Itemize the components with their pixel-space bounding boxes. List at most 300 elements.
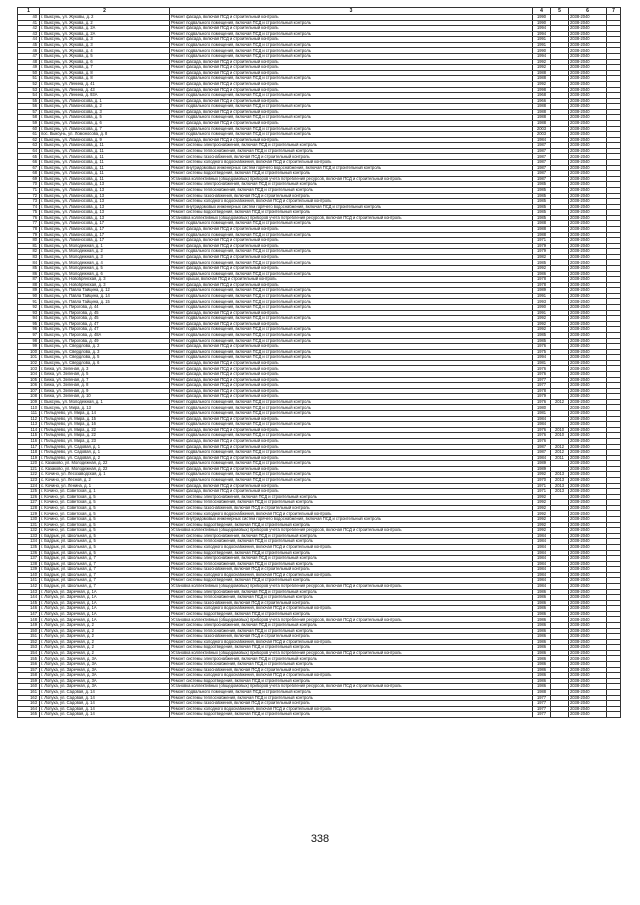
address-cell: г. Бежа, ул. Зеленая, д. 3	[40, 366, 170, 372]
planned-period-cell: 2038-2040	[569, 321, 607, 327]
table-body	[18, 15, 621, 718]
address-cell: с. Казаково, ул. Молодежная, д. 22	[40, 461, 170, 467]
work-type-cell: Ремонт подвального помещения, включая ПСД и строительный контроль	[170, 461, 533, 467]
row-number-cell: 107	[18, 388, 40, 394]
planned-period-cell: 2038-2040	[569, 305, 607, 311]
row-number-cell: 147	[18, 611, 40, 617]
planned-period-cell: 2038-2040	[569, 93, 607, 99]
work-type-cell: Ремонт фасада, включая ПСД и строительный контроль	[170, 98, 533, 104]
work-type-cell: Ремонт подвального помещения, включая ПСД и строительный контроль	[170, 54, 533, 60]
row-number-cell: 141	[18, 578, 40, 584]
row-number-cell: 139	[18, 567, 40, 573]
work-type-cell: Ремонт подвального помещения, включая ПСД и строительный контроль	[170, 126, 533, 132]
planned-period-cell: 2038-2040	[569, 204, 607, 210]
row-number-cell: 96	[18, 327, 40, 333]
address-cell: г. Бежа, ул. Зеленая, д. 9	[40, 388, 170, 394]
planned-period-cell: 2038-2040	[569, 444, 607, 450]
build-year-cell: 1971	[533, 489, 551, 495]
row-number-cell: 116	[18, 438, 40, 444]
work-type-cell: Ремонт системы электроснабжения, включая ПСД и строительный контроль	[170, 556, 533, 562]
build-year-cell: 1986	[533, 611, 551, 617]
work-type-cell: Ремонт системы холодного водоснабжения, включая ПСД и строительный контроль	[170, 199, 533, 205]
planned-period-cell: 2038-2040	[569, 477, 607, 483]
address-cell: с. Кочино, ул. Ленина, д. 1	[40, 483, 170, 489]
build-year-cell: 1978	[533, 388, 551, 394]
address-cell: г. Лопуха, ул. Заречная, д. 2	[40, 645, 170, 651]
work-type-cell: Ремонт подвального помещения, включая ПСД и строительный контроль	[170, 327, 533, 333]
build-year-cell: 1977	[533, 701, 551, 707]
work-type-cell: Ремонт системы газоснабжения, включая ПСД и строительный контроль	[170, 701, 533, 707]
row-number-cell: 48	[18, 59, 40, 65]
row-number-cell: 129	[18, 511, 40, 517]
work-type-cell: Ремонт системы водоотведения, включая ПСД и строительный контроль	[170, 210, 533, 216]
work-type-cell: Ремонт системы водоотведения, включая ПСД и строительный контроль	[170, 678, 533, 684]
row-number-cell: 108	[18, 394, 40, 400]
build-year-cell: 1978	[533, 277, 551, 283]
build-year-cell: 1992	[533, 517, 551, 523]
planned-period-cell: 2038-2040	[569, 595, 607, 601]
address-cell: г. Выксунь, ул. Свердлова, д. 2	[40, 344, 170, 350]
row-number-cell: 159	[18, 678, 40, 684]
build-year-cell: 1992	[533, 472, 551, 478]
work-type-cell: Ремонт системы водоотведения, включая ПСД и строительный контроль	[170, 522, 533, 528]
address-cell: г. Выксунь, ул. Молодежная, д. 1	[40, 399, 170, 405]
work-type-cell: Ремонт системы газоснабжения, включая ПСД и строительный контроль	[170, 600, 533, 606]
row-number-cell: 99	[18, 344, 40, 350]
planned-period-cell: 2038-2040	[569, 271, 607, 277]
row-number-cell: 49	[18, 65, 40, 71]
address-cell: г. Кочино, ул. Советская, д. 1	[40, 489, 170, 495]
work-type-cell: Ремонт фасада, включая ПСД и строительный контроль	[170, 15, 533, 21]
work-type-cell: Ремонт фасада, включая ПСД и строительный контроль	[170, 489, 533, 495]
work-type-cell: Ремонт фасада, включая ПСД и строительный контроль	[170, 344, 533, 350]
row-number-cell: 97	[18, 332, 40, 338]
build-year-cell: 1987	[533, 171, 551, 177]
build-year-cell: 1984	[533, 572, 551, 578]
address-cell: г. Лопуха, ул. Заречная, д. 3А	[40, 667, 170, 673]
build-year-cell: 1977	[533, 377, 551, 383]
build-year-cell: 1986	[533, 650, 551, 656]
build-year-cell: 1986	[533, 656, 551, 662]
planned-period-cell: 2038-2040	[569, 293, 607, 299]
address-cell: г. Пильдяево, ул. Мира, д. 23	[40, 438, 170, 444]
planned-period-cell: 2038-2040	[569, 684, 607, 690]
build-year-cell: 1985	[533, 332, 551, 338]
row-number-cell: 151	[18, 634, 40, 640]
planned-period-cell: 2038-2040	[569, 628, 607, 634]
work-type-cell: Установка коллективных (общедомовых) приборов учета потребления ресурсов, включая ПСД и строительный контроль	[170, 583, 533, 589]
address-cell: г. Кочино, ул. Советская, д. 5	[40, 494, 170, 500]
row-number-cell: 85	[18, 266, 40, 272]
build-year-cell: 1984	[533, 567, 551, 573]
address-cell: г. Выксунь, ул. Пирогова, д. 47	[40, 327, 170, 333]
planned-period-cell: 2038-2040	[569, 37, 607, 43]
work-type-cell: Ремонт фасада, включая ПСД и строительный контроль	[170, 120, 533, 126]
work-type-cell: Ремонт внутридомовых инженерных систем горячего водоснабжения, включая ПСД и строительный контроль	[170, 204, 533, 210]
planned-period-cell: 2038-2040	[569, 332, 607, 338]
address-cell: г. Выксунь, ул. Жукова, д. 7	[40, 65, 170, 71]
planned-period-cell: 2038-2040	[569, 689, 607, 695]
row-number-cell: 98	[18, 338, 40, 344]
column-header: 1	[18, 8, 40, 15]
build-year-cell: 1985	[533, 338, 551, 344]
row-number-cell: 136	[18, 550, 40, 556]
address-cell: г. Выксунь, ул. Жукова, д. 2А	[40, 26, 170, 32]
build-year-cell: 1979	[533, 243, 551, 249]
address-cell: г. Кочино, ул. Советская, д. 5	[40, 517, 170, 523]
planned-period-cell: 2038-2040	[569, 42, 607, 48]
build-year-cell: 1985	[533, 204, 551, 210]
address-cell: г. Кочино, ул. Советская, д. 5	[40, 511, 170, 517]
work-type-cell: Ремонт подвального помещения, включая ПСД и строительный контроль	[170, 132, 533, 138]
planned-period-cell: 2038-2040	[569, 98, 607, 104]
work-type-cell: Ремонт фасада, включая ПСД и строительный контроль	[170, 483, 533, 489]
work-type-cell: Ремонт подвального помещения, включая ПСД и строительный контроль	[170, 349, 533, 355]
row-number-cell: 90	[18, 293, 40, 299]
work-type-cell: Ремонт фасада, включая ПСД и строительный контроль	[170, 416, 533, 422]
address-cell: с. Кочино, ул. Лесной, д. 2	[40, 477, 170, 483]
address-cell: г. Выксунь, ул. Жукова, д. 3	[40, 37, 170, 43]
planned-period-cell: 2038-2040	[569, 650, 607, 656]
address-cell: г. Выксунь, ул. Ломоносова, д. 13	[40, 204, 170, 210]
row-number-cell: 120	[18, 461, 40, 467]
build-year-cell: 1992	[533, 321, 551, 327]
row-number-cell: 67	[18, 165, 40, 171]
row-number-cell: 130	[18, 517, 40, 523]
planned-period-cell: 2038-2040	[569, 623, 607, 629]
row-number-cell: 154	[18, 650, 40, 656]
row-number-cell: 160	[18, 684, 40, 690]
row-number-cell: 100	[18, 349, 40, 355]
work-type-cell: Ремонт системы холодного водоснабжения, включая ПСД и строительный контроль	[170, 511, 533, 517]
address-cell: г. Выксунь, ул. Молодежная, д. 5	[40, 266, 170, 272]
row-number-cell: 105	[18, 377, 40, 383]
planned-period-cell: 2038-2040	[569, 176, 607, 182]
row-number-cell: 55	[18, 98, 40, 104]
work-type-cell: Ремонт подвального помещения, включая ПСД и строительный контроль	[170, 288, 533, 294]
planned-period-cell: 2038-2040	[569, 310, 607, 316]
build-year-cell: 1987	[533, 154, 551, 160]
address-cell: г. Выксунь, ул. Павла Тайцина, д. 15	[40, 299, 170, 305]
row-number-cell: 59	[18, 120, 40, 126]
work-type-cell: Установка коллективных (общедомовых) приборов учета потребления ресурсов, включая ПСД и строительный контроль	[170, 650, 533, 656]
work-type-cell: Ремонт фасада, включая ПСД и строительный контроль	[170, 26, 533, 32]
work-type-cell: Ремонт системы газоснабжения, включая ПСД и строительный контроль	[170, 154, 533, 160]
work-type-cell: Установка коллективных (общедомовых) приборов учета потребления ресурсов, включая ПСД и строительный контроль	[170, 684, 533, 690]
planned-period-cell: 2038-2040	[569, 667, 607, 673]
address-cell: г. Выксунь, ул. Молодежная, д. 3	[40, 254, 170, 260]
column-header: 6	[569, 8, 607, 15]
work-type-cell: Ремонт системы электроснабжения, включая ПСД и строительный контроль	[170, 589, 533, 595]
planned-period-cell: 2038-2040	[569, 87, 607, 93]
work-type-cell: Ремонт системы теплоснабжения, включая ПСД и строительный контроль	[170, 595, 533, 601]
planned-period-cell: 2038-2040	[569, 59, 607, 65]
build-year-cell: 1976	[533, 438, 551, 444]
work-type-cell: Ремонт фасада, включая ПСД и строительный контроль	[170, 383, 533, 389]
address-cell: г. Пильдяево, ул. Мира, д. 16	[40, 422, 170, 428]
address-cell: г. Кочино, ул. Советская, д. 5	[40, 505, 170, 511]
row-number-cell: 43	[18, 31, 40, 37]
row-number-cell: 73	[18, 199, 40, 205]
planned-period-cell: 2038-2040	[569, 355, 607, 361]
row-number-cell: 127	[18, 500, 40, 506]
address-cell: г. Выксунь, ул. Новобрянская, д. 3	[40, 282, 170, 288]
address-cell: г. Бежа, ул. Зеленая, д. 5	[40, 372, 170, 378]
work-type-cell: Ремонт фасада, включая ПСД и строительный контроль	[170, 455, 533, 461]
address-cell: г. Выксунь, ул. Ломоносова, д. 7	[40, 126, 170, 132]
work-type-cell: Ремонт подвального помещения, включая ПСД и строительный контроль	[170, 316, 533, 322]
planned-period-cell: 2038-2040	[569, 572, 607, 578]
row-number-cell: 103	[18, 366, 40, 372]
planned-period-cell: 2038-2040	[569, 81, 607, 87]
address-cell: г. Выксунь, ул. Ломоносова, д. 17	[40, 221, 170, 227]
address-cell: г. Выксунь, ул. Жуковы, д. 2	[40, 15, 170, 21]
address-cell: г. Лопуха, ул. Заречная, д. 1А	[40, 589, 170, 595]
address-cell: г. Выксунь, ул. Ломоносова, д. 11	[40, 176, 170, 182]
address-cell: г. Выксунь, ул. Ломоносова, д. 11	[40, 160, 170, 166]
planned-period-cell: 2038-2040	[569, 695, 607, 701]
row-number-cell: 110	[18, 405, 40, 411]
work-type-cell: Ремонт системы теплоснабжения, включая ПСД и строительный контроль	[170, 187, 533, 193]
empty-cell	[607, 712, 621, 718]
row-number-cell: 111	[18, 411, 40, 417]
work-type-cell: Ремонт системы теплоснабжения, включая ПСД и строительный контроль	[170, 148, 533, 154]
work-type-cell: Ремонт подвального помещения, включая ПСД и строительный контроль	[170, 399, 533, 405]
planned-period-cell: 2038-2040	[569, 360, 607, 366]
work-type-cell: Ремонт системы холодного водоснабжения, включая ПСД и строительный контроль	[170, 544, 533, 550]
address-cell: г. Выксунь, ул. Пирогова, д. 47	[40, 321, 170, 327]
address-cell: г. Лопуха, ул. Заречная, д. 3А	[40, 678, 170, 684]
row-number-cell: 135	[18, 544, 40, 550]
planned-period-cell: 2038-2040	[569, 238, 607, 244]
work-type-cell: Установка коллективных (общедомовых) приборов учета потребления ресурсов, включая ПСД и строительный контроль	[170, 528, 533, 534]
work-type-cell: Ремонт фасада, включая ПСД и строительный контроль	[170, 310, 533, 316]
address-cell: г. Выксунь, ул. Пирогова, д. 44	[40, 305, 170, 311]
planned-period-cell: 2038-2040	[569, 706, 607, 712]
planned-period-cell: 2038-2040	[569, 187, 607, 193]
address-cell: г. Пильдяево, ул. Мира, д. 22	[40, 427, 170, 433]
address-cell: г. Выксунь, ул. Пирогова, д. 45	[40, 316, 170, 322]
build-year-cell: 1981	[533, 360, 551, 366]
last-repair-year-cell: 2012	[551, 399, 569, 405]
planned-period-cell: 2038-2040	[569, 104, 607, 110]
build-year-cell: 1990	[533, 20, 551, 26]
address-cell: г. Выксунь, ул. Жукова, д. 2	[40, 20, 170, 26]
address-cell: г. Кочино, ул. Советская, д. 5	[40, 500, 170, 506]
planned-period-cell: 2038-2040	[569, 450, 607, 456]
planned-period-cell: 2038-2040	[569, 344, 607, 350]
build-year-cell: 1990	[533, 305, 551, 311]
build-year-cell: 1977	[533, 706, 551, 712]
row-number-cell: 87	[18, 277, 40, 283]
work-type-cell: Ремонт фасада, включая ПСД и строительный контроль	[170, 238, 533, 244]
build-year-cell: 1992	[533, 522, 551, 528]
work-type-cell: Ремонт фасада, включая ПСД и строительный контроль	[170, 254, 533, 260]
build-year-cell: 1992	[533, 505, 551, 511]
address-cell: г. Выксунь, ул. Ломоносова, д. 17	[40, 226, 170, 232]
build-year-cell: 1984	[533, 539, 551, 545]
address-cell: г. Лопуха, ул. Заречная, д. 1А	[40, 617, 170, 623]
address-cell: г. Выксунь, ул. Молодежная, д. 4	[40, 260, 170, 266]
address-cell: г. Бадрык, ул. Школьная, д. 5	[40, 544, 170, 550]
build-year-cell: 1986	[533, 639, 551, 645]
row-number-cell: 45	[18, 42, 40, 48]
address-cell: г. Пильдяево, ул. Мира, д. 15	[40, 416, 170, 422]
row-number-cell: 142	[18, 583, 40, 589]
planned-period-cell: 2038-2040	[569, 282, 607, 288]
row-number-cell: 152	[18, 639, 40, 645]
planned-period-cell: 2038-2040	[569, 143, 607, 149]
address-cell: г. Пильдяево, ул. Садовая, д. 1	[40, 444, 170, 450]
address-cell: г. Выксунь, ул. Молодежная, д. 1	[40, 243, 170, 249]
work-type-cell: Ремонт подвального помещения, включая ПСД и строительный контроль	[170, 411, 533, 417]
work-type-cell: Ремонт подвального помещения, включая ПСД и строительный контроль	[170, 299, 533, 305]
address-cell: г. Выксунь, ул. Мира, д. 13	[40, 405, 170, 411]
repair-schedule-table	[17, 7, 621, 718]
row-number-cell: 71	[18, 187, 40, 193]
row-number-cell: 40	[18, 15, 40, 21]
address-cell: г. Выксунь, ул. Ломоносова, д. 13	[40, 215, 170, 221]
work-type-cell: Установка коллективных (общедомовых) приборов учета потребления ресурсов, включая ПСД и строительный контроль	[170, 617, 533, 623]
build-year-cell: 1988	[533, 226, 551, 232]
build-year-cell: 1985	[533, 210, 551, 216]
last-repair-year-cell: 2010	[551, 433, 569, 439]
address-cell: г. Выксунь, ул. Ленина, д. 93А	[40, 93, 170, 99]
row-number-cell: 146	[18, 606, 40, 612]
work-type-cell: Ремонт системы теплоснабжения, включая ПСД и строительный контроль	[170, 539, 533, 545]
row-number-cell: 165	[18, 712, 40, 718]
work-type-cell: Ремонт подвального помещения, включая ПСД и строительный контроль	[170, 422, 533, 428]
last-repair-year-cell: 2011	[551, 455, 569, 461]
work-type-cell: Ремонт системы водоотведения, включая ПСД и строительный контроль	[170, 645, 533, 651]
address-cell: г. Выксунь, ул. Жукова, д. 2А	[40, 31, 170, 37]
planned-period-cell: 2038-2040	[569, 288, 607, 294]
work-type-cell: Ремонт подвального помещения, включая ПСД и строительный контроль	[170, 76, 533, 82]
build-year-cell: 1992	[533, 327, 551, 333]
planned-period-cell: 2038-2040	[569, 48, 607, 54]
work-type-cell: Ремонт системы холодного водоснабжения, включая ПСД и строительный контроль	[170, 572, 533, 578]
row-number-cell: 83	[18, 254, 40, 260]
row-number-cell: 81	[18, 243, 40, 249]
row-number-cell: 92	[18, 305, 40, 311]
planned-period-cell: 2038-2040	[569, 427, 607, 433]
build-year-cell: 1992	[533, 528, 551, 534]
row-number-cell: 134	[18, 539, 40, 545]
planned-period-cell: 2038-2040	[569, 600, 607, 606]
build-year-cell: 1976	[533, 427, 551, 433]
work-type-cell: Ремонт внутридомовых инженерных систем горячего водоснабжения, включая ПСД и строительный контроль	[170, 165, 533, 171]
build-year-cell: 1986	[533, 271, 551, 277]
address-cell: г. Лопуха, ул. Садовая, д. 14	[40, 706, 170, 712]
work-type-cell: Ремонт системы водоотведения, включая ПСД и строительный контроль	[170, 171, 533, 177]
address-cell: г. Лопуха, ул. Заречная, д. 2	[40, 634, 170, 640]
work-type-cell: Ремонт подвального помещения, включая ПСД и строительный контроль	[170, 338, 533, 344]
planned-period-cell: 2038-2040	[569, 109, 607, 115]
row-number-cell: 164	[18, 706, 40, 712]
row-number-cell: 72	[18, 193, 40, 199]
last-repair-year-cell: 2010	[551, 427, 569, 433]
work-type-cell: Ремонт подвального помещения, включая ПСД и строительный контроль	[170, 48, 533, 54]
address-cell: г. Выксунь, ул. Ломоносова, д. 13	[40, 182, 170, 188]
build-year-cell: 1984	[533, 583, 551, 589]
work-type-cell: Ремонт системы теплоснабжения, включая ПСД и строительный контроль	[170, 695, 533, 701]
build-year-cell: 1986	[533, 684, 551, 690]
build-year-cell: 1991	[533, 310, 551, 316]
planned-period-cell: 2038-2040	[569, 137, 607, 143]
planned-period-cell: 2038-2040	[569, 132, 607, 138]
work-type-cell: Ремонт системы электроснабжения, включая ПСД и строительный контроль	[170, 143, 533, 149]
row-number-cell: 51	[18, 76, 40, 82]
build-year-cell: 1984	[533, 422, 551, 428]
planned-period-cell: 2038-2040	[569, 561, 607, 567]
address-cell: г. Бежа, ул. Зеленая, д. 10	[40, 394, 170, 400]
address-cell: г. Выксунь, ул. Жукова, д. 4	[40, 48, 170, 54]
planned-period-cell: 2038-2040	[569, 544, 607, 550]
address-cell: г. Лопуха, ул. Заречная, д. 3А	[40, 662, 170, 668]
planned-period-cell: 2038-2040	[569, 383, 607, 389]
planned-period-cell: 2038-2040	[569, 461, 607, 467]
planned-period-cell: 2038-2040	[569, 377, 607, 383]
build-year-cell: 1981	[533, 411, 551, 417]
build-year-cell: 1991	[533, 293, 551, 299]
last-repair-year-cell: 2012	[551, 444, 569, 450]
row-number-cell: 86	[18, 271, 40, 277]
build-year-cell: 1978	[533, 282, 551, 288]
planned-period-cell: 2038-2040	[569, 656, 607, 662]
planned-period-cell: 2038-2040	[569, 199, 607, 205]
build-year-cell: 1986	[533, 589, 551, 595]
planned-period-cell: 2038-2040	[569, 210, 607, 216]
build-year-cell: 1990	[533, 48, 551, 54]
column-header: 3	[170, 8, 533, 15]
row-number-cell: 109	[18, 399, 40, 405]
work-type-cell: Ремонт фасада, включая ПСД и строительный контроль	[170, 137, 533, 143]
address-cell: г. Выксунь, ул. Жукова, д. 6	[40, 59, 170, 65]
planned-period-cell: 2038-2040	[569, 505, 607, 511]
work-type-cell: Ремонт подвального помещения, включая ПСД и строительный контроль	[170, 31, 533, 37]
work-type-cell: Ремонт подвального помещения, включая ПСД и строительный контроль	[170, 115, 533, 121]
work-type-cell: Ремонт подвального помещения, включая ПСД и строительный контроль	[170, 355, 533, 361]
repair-schedule-table-sheet	[17, 7, 620, 718]
address-cell: г. Выксунь, ул. Ломоносова, д. 17	[40, 232, 170, 238]
address-cell: г. Бадрык, ул. Школьная, д. 7	[40, 561, 170, 567]
build-year-cell: 1994	[533, 355, 551, 361]
address-cell: г. Выксунь, ул. Ломоносова, д. 11	[40, 165, 170, 171]
column-header: 7	[607, 8, 621, 15]
build-year-cell: 1992	[533, 81, 551, 87]
address-cell: г. Выксунь, ул. Ломоносова, д. 11	[40, 143, 170, 149]
table-row	[18, 712, 621, 718]
column-header: 5	[551, 8, 569, 15]
planned-period-cell: 2038-2040	[569, 226, 607, 232]
build-year-cell: 1976	[533, 399, 551, 405]
row-number-cell: 57	[18, 109, 40, 115]
work-type-cell: Ремонт системы газоснабжения, включая ПСД и строительный контроль	[170, 634, 533, 640]
address-cell: г. Кочино, ул. Советская, д. 5	[40, 528, 170, 534]
planned-period-cell: 2038-2040	[569, 511, 607, 517]
address-cell: г. Выксунь, ул. Пирогова, д. 48А	[40, 332, 170, 338]
build-year-cell: 1976	[533, 366, 551, 372]
build-year-cell: 1987	[533, 160, 551, 166]
planned-period-cell: 2038-2040	[569, 260, 607, 266]
work-type-cell: Ремонт системы электроснабжения, включая ПСД и строительный контроль	[170, 533, 533, 539]
work-type-cell: Ремонт внутридомовых инженерных систем горячего водоснабжения, включая ПСД и строительный контроль	[170, 517, 533, 523]
row-number-cell: 112	[18, 416, 40, 422]
address-cell: г. Пильдяево, ул. Садовая, д. 2	[40, 455, 170, 461]
address-cell: г. Выксунь, ул. Свердлова, д. 3	[40, 349, 170, 355]
planned-period-cell: 2038-2040	[569, 617, 607, 623]
build-year-cell: 1986	[533, 645, 551, 651]
